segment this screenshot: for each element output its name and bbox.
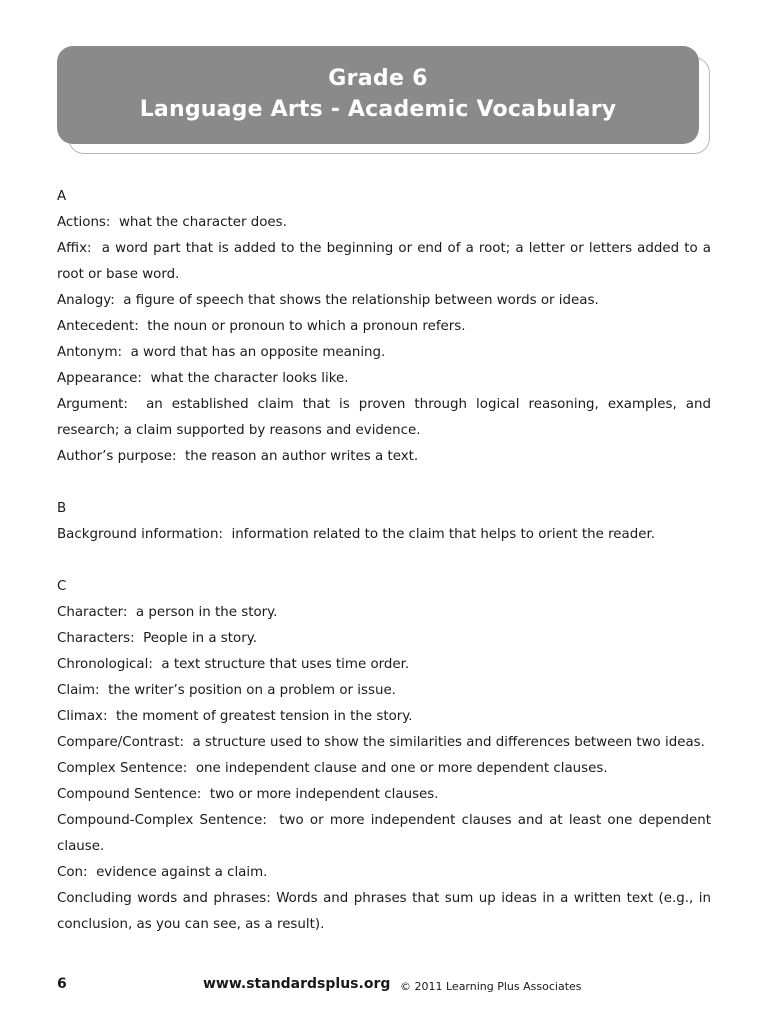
- entry-term: Argument:: [57, 397, 128, 412]
- entry-term: Chronological:: [57, 657, 153, 672]
- entry-term: Actions:: [57, 215, 111, 230]
- entry-term: Author’s purpose:: [57, 449, 177, 464]
- entry-term: Con:: [57, 865, 88, 880]
- entry-definition: a word that has an opposite meaning.: [130, 345, 386, 360]
- entry-definition: a person in the story.: [135, 605, 278, 620]
- entry-definition: a structure used to show the similarities and differences between two ideas.: [192, 735, 705, 750]
- header-subject: Language Arts - Academic Vocabulary: [139, 97, 617, 122]
- entry-term: Climax:: [57, 709, 108, 724]
- header-grade: Grade 6: [328, 66, 428, 91]
- entry-definition: a text structure that uses time order.: [161, 657, 410, 672]
- glossary-entry: [57, 652, 711, 678]
- entry-definition: People in a story.: [143, 631, 257, 646]
- glossary-entry: [57, 236, 711, 288]
- entry-term: Character:: [57, 605, 128, 620]
- glossary-entry: [57, 340, 711, 366]
- entry-term: Background information:: [57, 527, 223, 542]
- entry-term: Compare/Contrast:: [57, 735, 184, 750]
- entry-term: Affix:: [57, 241, 92, 256]
- entry-definition: Words and phrases that sum up ideas in a written text (e.g., in conclusion, as you can see, as a result).: [57, 891, 711, 932]
- entry-term: Compound Sentence:: [57, 787, 202, 802]
- glossary-entry: [57, 392, 711, 444]
- entry-term: Complex Sentence:: [57, 761, 188, 776]
- glossary-entry: [57, 782, 711, 808]
- glossary-entry: [57, 756, 711, 782]
- section-spacer: [57, 548, 711, 574]
- entry-definition: two or more independent clauses.: [209, 787, 439, 802]
- glossary-entry: [57, 808, 711, 860]
- glossary-entry: [57, 626, 711, 652]
- glossary-content: [57, 184, 711, 938]
- section-letter-a: A: [57, 189, 67, 204]
- entry-term: Antonym:: [57, 345, 123, 360]
- glossary-entry: [57, 522, 711, 548]
- entry-definition: information related to the claim that helps to orient the reader.: [231, 527, 656, 542]
- section-spacer: [57, 470, 711, 496]
- entry-definition: evidence against a claim.: [96, 865, 268, 880]
- footer-copyright: © 2011 Learning Plus Associates: [400, 980, 582, 993]
- entry-term: Concluding words and phrases:: [57, 891, 271, 906]
- entry-term: Characters:: [57, 631, 135, 646]
- entry-definition: two or more independent clauses and at least one dependent clause.: [57, 813, 712, 854]
- page-header: [57, 46, 699, 144]
- entry-definition: one independent clause and one or more dependent clauses.: [195, 761, 608, 776]
- entry-definition: what the character does.: [118, 215, 287, 230]
- glossary-entry: [57, 210, 711, 236]
- glossary-entry: [57, 444, 711, 470]
- glossary-entry: [57, 288, 711, 314]
- entry-definition: the writer’s position on a problem or issue.: [108, 683, 396, 698]
- entry-term: Analogy:: [57, 293, 115, 308]
- section-letter-b: B: [57, 501, 67, 516]
- page-number: 6: [57, 976, 67, 992]
- entry-term: Claim:: [57, 683, 100, 698]
- glossary-entry: [57, 366, 711, 392]
- glossary-entry: [57, 730, 711, 756]
- entry-definition: the noun or pronoun to which a pronoun refers.: [147, 319, 466, 334]
- footer-url: www.standardsplus.org: [203, 976, 391, 992]
- entry-definition: a figure of speech that shows the relationship between words or ideas.: [123, 293, 599, 308]
- glossary-entry: [57, 314, 711, 340]
- glossary-entry: [57, 704, 711, 730]
- entry-definition: the reason an author writes a text.: [185, 449, 419, 464]
- entry-term: Antecedent:: [57, 319, 139, 334]
- section-letter-c: C: [57, 579, 67, 594]
- glossary-entry: [57, 600, 711, 626]
- entry-definition: a word part that is added to the beginning or end of a root; a letter or letters added to a root or base word.: [57, 241, 712, 282]
- entry-term: Appearance:: [57, 371, 142, 386]
- entry-definition: an established claim that is proven through logical reasoning, examples, and research; a claim supported by reasons and evidence.: [57, 397, 711, 438]
- entry-term: Compound-Complex Sentence:: [57, 813, 267, 828]
- glossary-entry: [57, 886, 711, 938]
- glossary-entry: [57, 860, 711, 886]
- glossary-entry: [57, 678, 711, 704]
- entry-definition: what the character looks like.: [150, 371, 349, 386]
- entry-definition: the moment of greatest tension in the story.: [116, 709, 413, 724]
